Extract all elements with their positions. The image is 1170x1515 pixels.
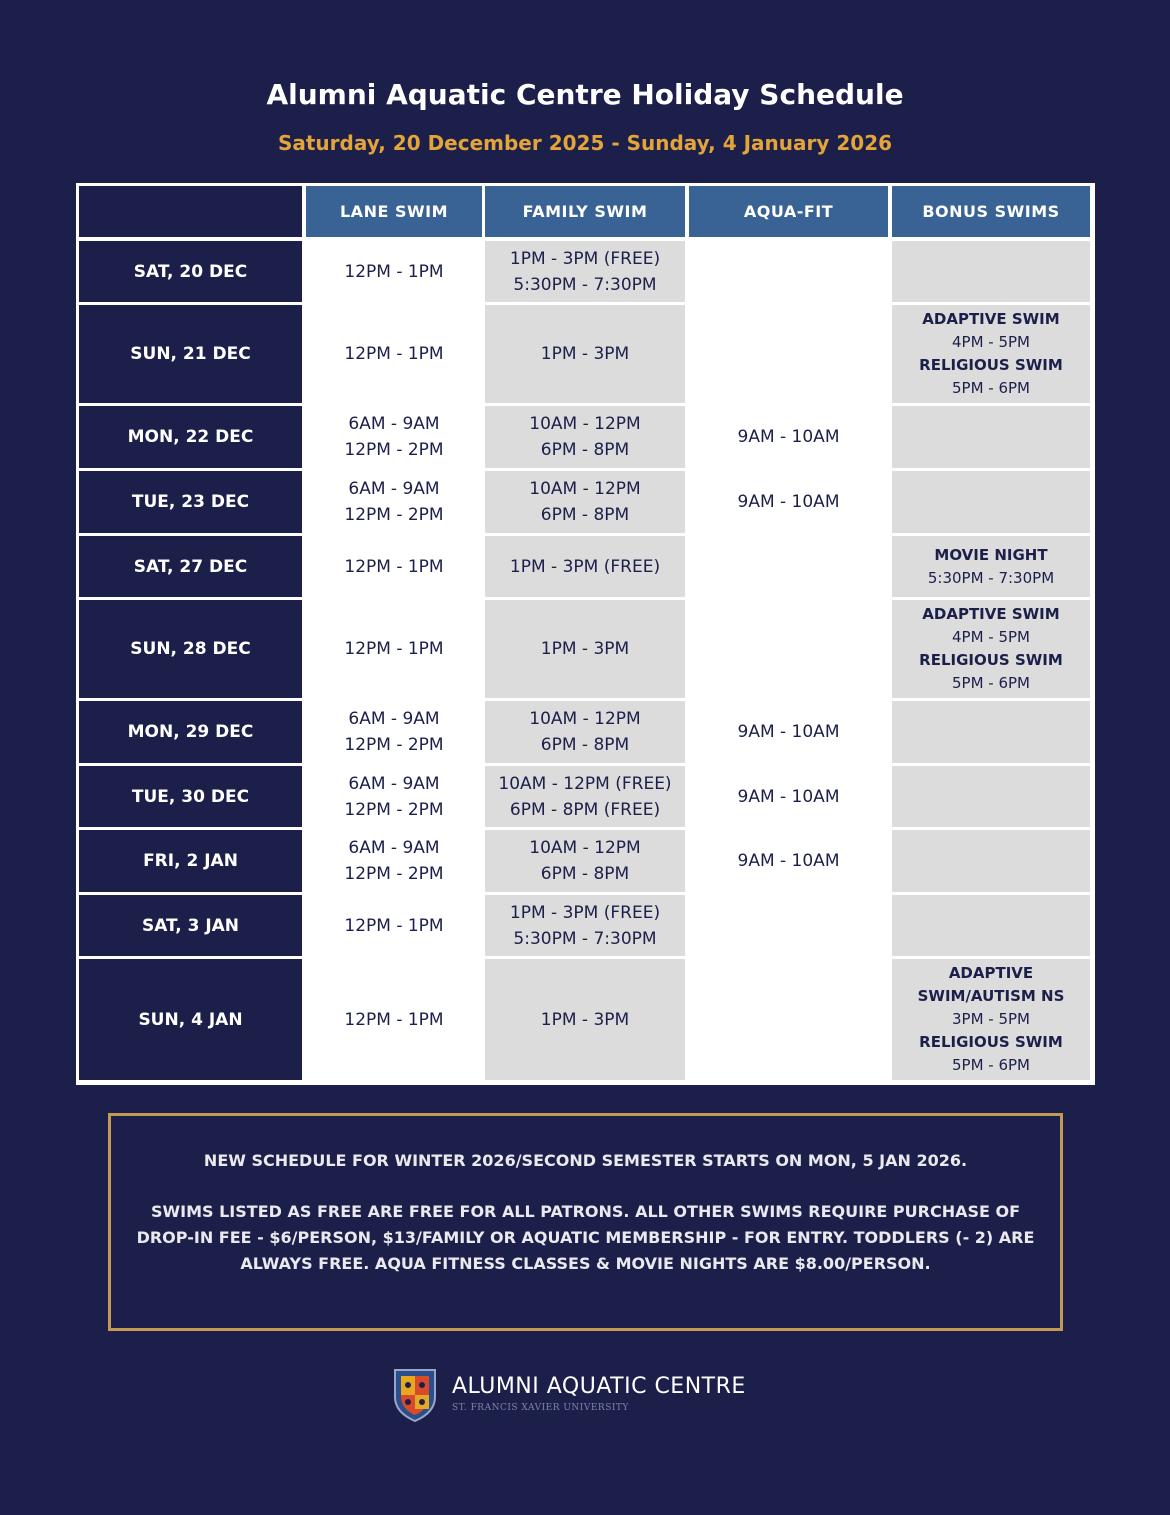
notice-box bbox=[108, 1113, 1063, 1331]
lane-cell bbox=[306, 536, 482, 597]
notice-fees: SWIMS LISTED AS FREE ARE FREE FOR ALL PATRONS. ALL OTHER SWIMS REQUIRE PURCHASE OF DROP-IN FEE - $6/PERSON, $13/FAMILY OR AQUATIC MEMBERSHIP - FOR ENTRY. TODDLERS (- 2) ARE ALWAYS FREE. AQUA FITNESS CLASSES & MOVIE NIGHTS ARE $8.00/PERSON. bbox=[136, 1202, 1035, 1273]
time-slot: 12PM - 2PM bbox=[344, 505, 444, 525]
time-slot: 10AM - 12PM (FREE) bbox=[498, 773, 672, 794]
bonus-swim-label: ADAPTIVE SWIM/AUTISM NS bbox=[917, 964, 1065, 1005]
lane-cell bbox=[306, 305, 482, 403]
bonus-cell bbox=[892, 241, 1090, 302]
bonus-swim-time: 4PM - 5PM bbox=[951, 628, 1030, 646]
time-slot: 12PM - 2PM bbox=[344, 864, 444, 884]
family-cell bbox=[485, 701, 685, 763]
family-cell bbox=[485, 471, 685, 533]
time-slot: 12PM - 2PM bbox=[344, 440, 444, 460]
time-slot: 6AM - 9AM bbox=[348, 709, 440, 729]
aqua-cell bbox=[689, 406, 888, 468]
aqua-cell bbox=[689, 701, 888, 763]
aqua-cell bbox=[689, 471, 888, 533]
bonus-cell bbox=[892, 305, 1090, 403]
bonus-cell bbox=[892, 600, 1090, 698]
bonus-cell bbox=[892, 766, 1090, 827]
aqua-cell bbox=[689, 305, 888, 403]
bonus-cell bbox=[892, 536, 1090, 597]
time-slot: 12PM - 2PM bbox=[344, 735, 444, 755]
time-slot: 1PM - 3PM (FREE) bbox=[509, 248, 661, 269]
lane-cell bbox=[306, 471, 482, 533]
bonus-swim-label: RELIGIOUS SWIM bbox=[919, 651, 1063, 669]
lane-cell bbox=[306, 895, 482, 956]
bonus-swim-time: 5PM - 6PM bbox=[951, 674, 1030, 692]
bonus-cell bbox=[892, 830, 1090, 892]
time-slot: 1PM - 3PM bbox=[540, 1009, 630, 1030]
family-cell bbox=[485, 241, 685, 302]
bonus-swim-time: 5:30PM - 7:30PM bbox=[927, 568, 1055, 587]
lane-cell bbox=[306, 406, 482, 468]
time-slot: 9AM - 10AM bbox=[737, 786, 840, 807]
family-cell bbox=[485, 600, 685, 698]
lane-cell bbox=[306, 241, 482, 302]
time-slot: 1PM - 3PM (FREE) bbox=[509, 556, 661, 577]
column-header: LANE SWIM bbox=[306, 186, 482, 237]
bonus-cell bbox=[892, 895, 1090, 956]
time-slot: 9AM - 10AM bbox=[737, 722, 840, 742]
day-label: SUN, 4 JAN bbox=[79, 959, 302, 1080]
time-slot: 12PM - 1PM bbox=[344, 261, 444, 282]
bonus-swim-label: ADAPTIVE SWIM bbox=[922, 605, 1060, 623]
date-range-subtitle: Saturday, 20 December 2025 - Sunday, 4 January 2026 bbox=[277, 131, 893, 155]
family-cell bbox=[485, 406, 685, 468]
time-slot: 5:30PM - 7:30PM bbox=[513, 274, 657, 295]
bonus-swim-label: RELIGIOUS SWIM bbox=[919, 356, 1063, 374]
aqua-cell bbox=[689, 895, 888, 956]
aqua-cell bbox=[689, 766, 888, 827]
time-slot: 9AM - 10AM bbox=[737, 492, 840, 512]
time-slot: 1PM - 3PM bbox=[540, 639, 630, 659]
time-slot: 6AM - 9AM bbox=[348, 414, 440, 434]
day-label: MON, 22 DEC bbox=[79, 406, 302, 468]
bonus-cell bbox=[892, 701, 1090, 763]
time-slot: 10AM - 12PM bbox=[529, 479, 641, 499]
lane-cell bbox=[306, 830, 482, 892]
footer-university-name: ST. FRANCIS XAVIER UNIVERSITY bbox=[452, 1403, 629, 1413]
bonus-swim-label: MOVIE NIGHT bbox=[934, 545, 1048, 564]
lane-cell bbox=[306, 959, 482, 1080]
time-slot: 12PM - 1PM bbox=[344, 639, 444, 659]
day-label: MON, 29 DEC bbox=[79, 701, 302, 763]
day-label: FRI, 2 JAN bbox=[79, 830, 302, 892]
schedule-table bbox=[76, 183, 1095, 1085]
family-cell bbox=[485, 536, 685, 597]
column-header: FAMILY SWIM bbox=[485, 186, 685, 237]
page-title: Alumni Aquatic Centre Holiday Schedule bbox=[266, 78, 904, 111]
time-slot: 6PM - 8PM bbox=[540, 864, 630, 884]
footer-centre-name: ALUMNI AQUATIC CENTRE bbox=[452, 1374, 746, 1399]
time-slot: 12PM - 1PM bbox=[344, 915, 444, 936]
lane-cell bbox=[306, 600, 482, 698]
day-label: TUE, 23 DEC bbox=[79, 471, 302, 533]
time-slot: 6AM - 9AM bbox=[348, 479, 440, 499]
time-slot: 6PM - 8PM (FREE) bbox=[509, 799, 661, 820]
family-cell bbox=[485, 766, 685, 827]
aqua-cell bbox=[689, 959, 888, 1080]
family-cell bbox=[485, 895, 685, 956]
header-blank-cell bbox=[79, 186, 302, 237]
day-label: SAT, 27 DEC bbox=[79, 536, 302, 597]
time-slot: 10AM - 12PM bbox=[529, 414, 641, 434]
bonus-swim-label: ADAPTIVE SWIM bbox=[922, 310, 1060, 328]
aqua-cell bbox=[689, 600, 888, 698]
day-label: TUE, 30 DEC bbox=[79, 766, 302, 827]
time-slot: 6AM - 9AM bbox=[348, 773, 440, 794]
time-slot: 9AM - 10AM bbox=[737, 851, 840, 871]
bonus-swim-label: RELIGIOUS SWIM bbox=[919, 1033, 1063, 1051]
bonus-cell bbox=[892, 959, 1090, 1080]
aqua-cell bbox=[689, 241, 888, 302]
time-slot: 1PM - 3PM (FREE) bbox=[509, 902, 661, 923]
aqua-cell bbox=[689, 536, 888, 597]
time-slot: 5:30PM - 7:30PM bbox=[513, 928, 657, 949]
bonus-swim-time: 3PM - 5PM bbox=[951, 1010, 1030, 1028]
column-header: AQUA-FIT bbox=[689, 186, 888, 237]
bonus-swim-time: 5PM - 6PM bbox=[951, 379, 1030, 397]
bonus-cell bbox=[892, 406, 1090, 468]
time-slot: 6PM - 8PM bbox=[540, 735, 630, 755]
bonus-swim-time: 5PM - 6PM bbox=[951, 1056, 1030, 1074]
lane-cell bbox=[306, 766, 482, 827]
day-label: SAT, 3 JAN bbox=[79, 895, 302, 956]
time-slot: 12PM - 2PM bbox=[344, 799, 444, 820]
day-label: SUN, 21 DEC bbox=[79, 305, 302, 403]
family-cell bbox=[485, 830, 685, 892]
time-slot: 12PM - 1PM bbox=[344, 344, 444, 364]
time-slot: 1PM - 3PM bbox=[540, 344, 630, 364]
time-slot: 9AM - 10AM bbox=[737, 427, 840, 447]
university-crest-icon bbox=[392, 1367, 438, 1423]
time-slot: 12PM - 1PM bbox=[344, 1009, 444, 1030]
lane-cell bbox=[306, 701, 482, 763]
family-cell bbox=[485, 305, 685, 403]
aqua-cell bbox=[689, 830, 888, 892]
time-slot: 10AM - 12PM bbox=[529, 709, 641, 729]
column-header: BONUS SWIMS bbox=[892, 186, 1090, 237]
time-slot: 6PM - 8PM bbox=[540, 440, 630, 460]
time-slot: 12PM - 1PM bbox=[344, 556, 444, 577]
time-slot: 6AM - 9AM bbox=[348, 838, 440, 858]
day-label: SAT, 20 DEC bbox=[79, 241, 302, 302]
notice-new-schedule: NEW SCHEDULE FOR WINTER 2026/SECOND SEMESTER STARTS ON MON, 5 JAN 2026. bbox=[203, 1151, 968, 1170]
bonus-swim-time: 4PM - 5PM bbox=[951, 333, 1030, 351]
day-label: SUN, 28 DEC bbox=[79, 600, 302, 698]
time-slot: 10AM - 12PM bbox=[529, 838, 641, 858]
family-cell bbox=[485, 959, 685, 1080]
bonus-cell bbox=[892, 471, 1090, 533]
time-slot: 6PM - 8PM bbox=[540, 505, 630, 525]
